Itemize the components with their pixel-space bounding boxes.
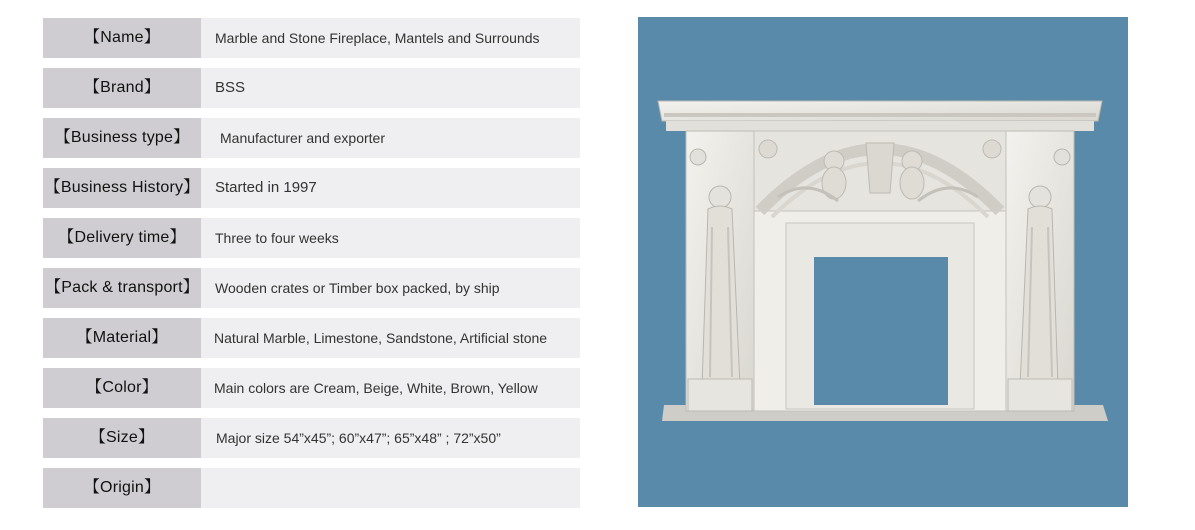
spec-key: 【Size】 [43, 418, 201, 458]
spec-row-pack-transport [43, 268, 580, 308]
firebox-opening [814, 257, 948, 405]
spec-value: Three to four weeks [201, 218, 580, 258]
spec-key: 【Name】 [43, 18, 201, 58]
spec-row-origin [43, 468, 580, 508]
spec-value: Marble and Stone Fireplace, Mantels and Surrounds [201, 18, 580, 58]
spec-value: Major size 54”x45”; 60”x47”; 65”x48” ; 72”x50” [201, 418, 580, 458]
spec-value: Manufacturer and exporter [201, 118, 580, 158]
product-photo [638, 17, 1128, 507]
spec-row-brand [43, 68, 580, 108]
mantel-shelf [658, 101, 1102, 121]
spec-key: 【Business History】 [43, 168, 201, 208]
spec-value: BSS [201, 68, 580, 108]
spec-row-color [43, 368, 580, 408]
spec-value: Main colors are Cream, Beige, White, Brown, Yellow [201, 368, 580, 408]
spec-key: 【Origin】 [43, 468, 201, 508]
spec-row-size [43, 418, 580, 458]
spec-value: Started in 1997 [201, 168, 580, 208]
spec-row-business-type [43, 118, 580, 158]
spec-key: 【Brand】 [43, 68, 201, 108]
spec-key: 【Material】 [43, 318, 201, 358]
spec-row-delivery-time [43, 218, 580, 258]
spec-row-business-history [43, 168, 580, 208]
spec-row-material [43, 318, 580, 358]
spec-value: Natural Marble, Limestone, Sandstone, Artificial stone [201, 318, 580, 358]
spec-key: 【Business type】 [43, 118, 201, 158]
fireplace-illustration [638, 17, 1128, 507]
spec-key: 【Pack & transport】 [43, 268, 201, 308]
spec-row-name [43, 18, 580, 58]
spec-key: 【Delivery time】 [43, 218, 201, 258]
spec-key: 【Color】 [43, 368, 201, 408]
spec-value: Wooden crates or Timber box packed, by ship [201, 268, 580, 308]
crest-carving [866, 143, 894, 193]
spec-value [201, 468, 580, 508]
